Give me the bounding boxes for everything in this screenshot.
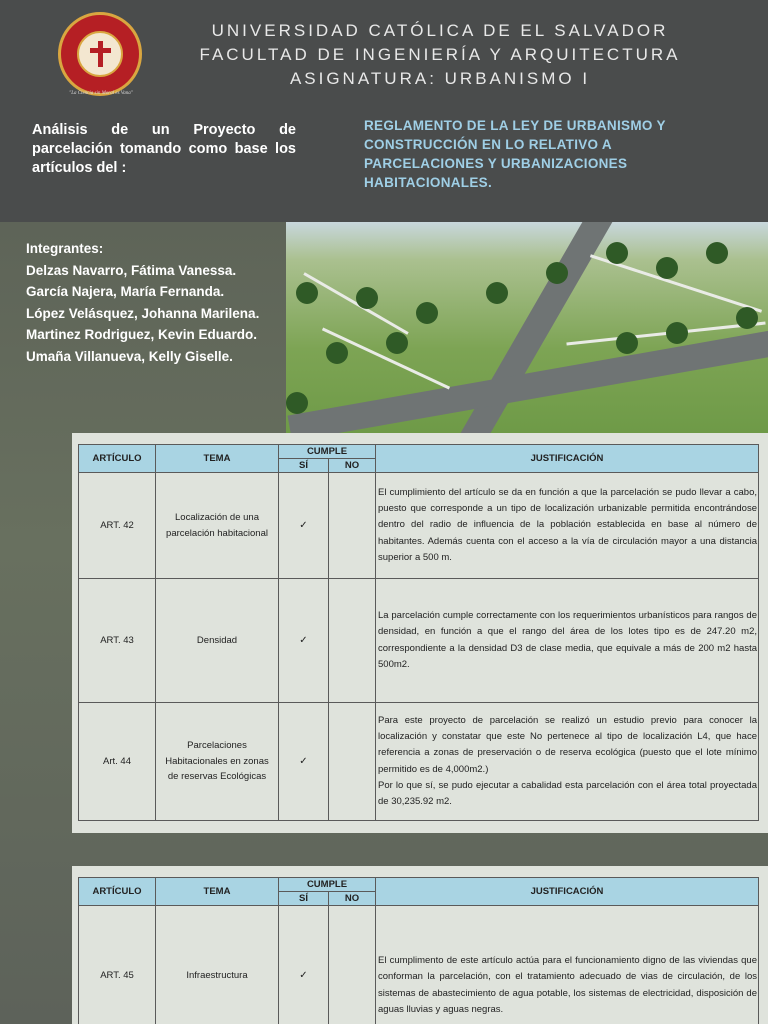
- regulation-title: REGLAMENTO DE LA LEY DE URBANISMO Y CONSTRUCCIÓN EN LO RELATIVO A PARCELACIONES Y URBANIZACIONES HABITACIONALES.: [364, 118, 666, 190]
- team-list: [26, 238, 296, 367]
- no-cell: [329, 703, 376, 821]
- header-cumple: CUMPLE: [279, 445, 376, 459]
- university-logo: [58, 12, 142, 96]
- faculty-name: FACULTAD DE INGENIERÍA Y ARQUITECTURA: [199, 45, 681, 64]
- tree-icon: [606, 242, 628, 264]
- justification: El cumplimento de este artículo actúa para el funcionamiento digno de las viviendas que conforman la parcelación, con el tratamiento adecuado de vias de circulación, de los sistemas de abastecimiento de agua potable, los sistemas de electricidad, disposición de aguas lluvias y aguas negras.: [376, 906, 759, 1024]
- tree-icon: [326, 342, 348, 364]
- header-si: SÍ: [279, 892, 329, 906]
- team-member: López Velásquez, Johanna Marilena.: [26, 305, 260, 321]
- article-topic: Parcelaciones Habitacionales en zonas de reservas Ecológicas: [156, 703, 279, 821]
- article-topic: Densidad: [156, 579, 279, 703]
- urbanization-render-image: [286, 222, 768, 434]
- header-justificacion: JUSTIFICACIÓN: [376, 445, 759, 473]
- no-cell: [329, 579, 376, 703]
- table-row: [79, 906, 759, 1024]
- article-number: ART. 43: [79, 579, 156, 703]
- cross-icon: [98, 41, 103, 67]
- table-row: [79, 579, 759, 703]
- header-articulo: ARTÍCULO: [79, 445, 156, 473]
- header-si: SÍ: [279, 459, 329, 473]
- check-mark-icon: ✓: [279, 579, 329, 703]
- logo-shield-icon: [77, 31, 123, 77]
- justification: El cumplimiento del artículo se da en función a que la parcelación se pudo llevar a cabo, puesto que corresponde a un tipo de localización urbanizable permitida encontrándose dentro del radio de influencia de la población establecida en base al número de habitantes. Además cuenta con el acceso a la vía de circulación mayor a una distancia superior a 500 m.: [376, 473, 759, 579]
- team-member: Martinez Rodriguez, Kevin Eduardo.: [26, 327, 258, 342]
- header-justificacion: JUSTIFICACIÓN: [376, 878, 759, 906]
- team-member: Umaña Villanueva, Kelly Giselle.: [26, 348, 233, 364]
- tree-icon: [616, 332, 638, 354]
- tree-icon: [656, 257, 678, 279]
- justification: La parcelación cumple correctamente con los requerimientos urbanísticos para rangos de densidad, en función a que el rango del área de los lotes tipo es de 247.20 m2, correspondiente a la densidad D3 de clase media, que equivale a más de 200 m2 hasta 500m2.: [376, 579, 759, 703]
- articles-table-1: [72, 433, 768, 833]
- articles-table-2: [72, 866, 768, 1024]
- tree-icon: [416, 302, 438, 324]
- table-row: [79, 703, 759, 821]
- header-articulo: ARTÍCULO: [79, 878, 156, 906]
- team-title: Integrantes:: [26, 241, 104, 256]
- university-name: UNIVERSIDAD CATÓLICA DE EL SALVADOR: [211, 21, 669, 40]
- header-band: [0, 0, 768, 222]
- header-cumple: CUMPLE: [279, 878, 376, 892]
- header-no: NO: [329, 892, 376, 906]
- tree-icon: [736, 307, 758, 329]
- table-row: [79, 473, 759, 579]
- header-no: NO: [329, 459, 376, 473]
- tree-icon: [286, 392, 308, 414]
- tree-icon: [386, 332, 408, 354]
- team-member: García Najera, María Fernanda.: [26, 284, 225, 299]
- article-number: ART. 42: [79, 473, 156, 579]
- team-member: Delzas Navarro, Fátima Vanessa.: [26, 262, 237, 278]
- check-mark-icon: ✓: [279, 473, 329, 579]
- tree-icon: [356, 287, 378, 309]
- article-topic: Infraestructura: [156, 906, 279, 1024]
- justification: Para este proyecto de parcelación se realizó un estudio previo para conocer la localización y constatar que este No pertenece al tipo de localización L4, que hace referencia a zonas de preservación o de reserva ecológica (puesto que el lote mínimo permitido es de 4,000m2.) Por lo que sí, se pudo ejecutar a cabalidad esta parcelación con el área total proyectada de 30,235.92 m2.: [376, 703, 759, 821]
- article-number: Art. 44: [79, 703, 156, 821]
- check-mark-icon: ✓: [279, 703, 329, 821]
- logo-motto: "La Ciencia sin Moral es Vana": [69, 91, 133, 96]
- check-mark-icon: ✓: [279, 906, 329, 1024]
- tree-icon: [296, 282, 318, 304]
- header-tema: TEMA: [156, 445, 279, 473]
- tree-icon: [546, 262, 568, 284]
- article-number: ART. 45: [79, 906, 156, 1024]
- tree-icon: [706, 242, 728, 264]
- tree-icon: [666, 322, 688, 344]
- analysis-text: Análisis de un Proyecto de parcelación tomando como base los artículos del :: [32, 122, 296, 176]
- header-tema: TEMA: [156, 878, 279, 906]
- no-cell: [329, 906, 376, 1024]
- tree-icon: [486, 282, 508, 304]
- no-cell: [329, 473, 376, 579]
- course-name: ASIGNATURA: URBANISMO I: [289, 69, 591, 88]
- article-topic: Localización de una parcelación habitacional: [156, 473, 279, 579]
